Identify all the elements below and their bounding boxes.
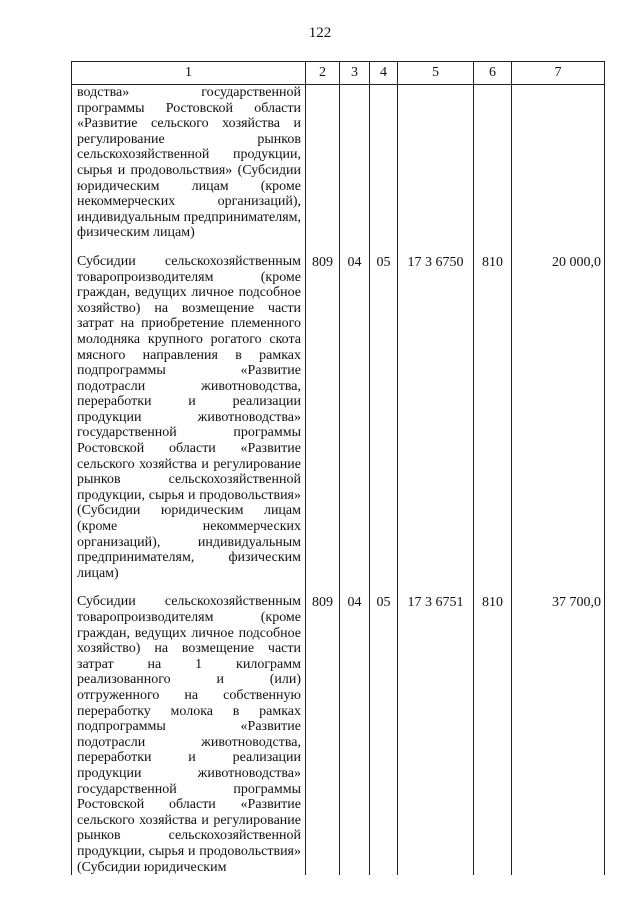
table-row <box>72 254 605 581</box>
row-description-text: Субсидии сельскохозяйственным товаропроизводителям (кроме граждан, ведущих личное подсобное хозяйство) на возмещение части затрат на приобретение племенного молодняка крупного рогатого скота мясного направления в рамках подпрограммы «Развитие подотрасли животноводства, переработки и реализации продукции животноводства» государственной программы Ростовской области «Развитие сельского хозяйства и регулирование рынков сельскохозяйственной продукции, сырья и продовольствия» (Субсидии юридическим лицам (кроме некоммерческих организаций), индивидуальным предпринимателям, физическим лицам) <box>77 253 301 581</box>
row-expense-type: 810 <box>474 594 512 875</box>
row-amount: 20 000,0 <box>512 254 605 581</box>
column-header-5: 5 <box>398 62 474 85</box>
column-header-2: 2 <box>306 62 340 85</box>
row-subsection-code: 05 <box>370 594 398 875</box>
row-description <box>72 594 306 875</box>
row-expense-type: 810 <box>474 254 512 581</box>
row-subsection-code: 05 <box>370 254 398 581</box>
table-row-continuation <box>72 85 605 241</box>
table-header-row <box>72 62 605 85</box>
table-row <box>72 594 605 875</box>
row-description-text: Субсидии сельскохозяйственным товаропроизводителям (кроме граждан, ведущих личное подсобное хозяйство) на возмещение части затрат на 1 килограмм реализованного и (или) отгруженного на собственную переработку молока в рамках подпрограммы «Развитие подотрасли животноводства, переработки и реализации продукции животноводства» государственной программы Ростовской области «Развитие сельского хозяйства и регулирование рынков сельскохозяйственной продукции, сырья и продовольствия» (Субсидии юридическим <box>77 594 301 875</box>
column-header-6: 6 <box>474 62 512 85</box>
row-ministry-code: 809 <box>306 254 340 581</box>
budget-table <box>71 61 605 875</box>
column-header-7: 7 <box>512 62 605 85</box>
row-target-article: 17 3 6751 <box>398 594 474 875</box>
row-target-article: 17 3 6750 <box>398 254 474 581</box>
row-section-code: 04 <box>340 594 370 875</box>
continuation-text: водства» государственной программы Ростовской области «Развитие сельского хозяйства и регулирование рынков сельскохозяйственной продукции, сырья и продовольствия» (Субсидии юридическим лицам (кроме некоммерческих организаций), индивидуальным предпринимателям, физическим лицам) <box>77 85 301 241</box>
column-header-3: 3 <box>340 62 370 85</box>
row-description <box>72 254 306 581</box>
row-section-code: 04 <box>340 254 370 581</box>
page-number: 122 <box>308 25 332 41</box>
column-header-4: 4 <box>370 62 398 85</box>
column-header-1: 1 <box>72 62 306 85</box>
row-amount: 37 700,0 <box>512 594 605 875</box>
continuation-description <box>72 85 306 241</box>
row-ministry-code: 809 <box>306 594 340 875</box>
